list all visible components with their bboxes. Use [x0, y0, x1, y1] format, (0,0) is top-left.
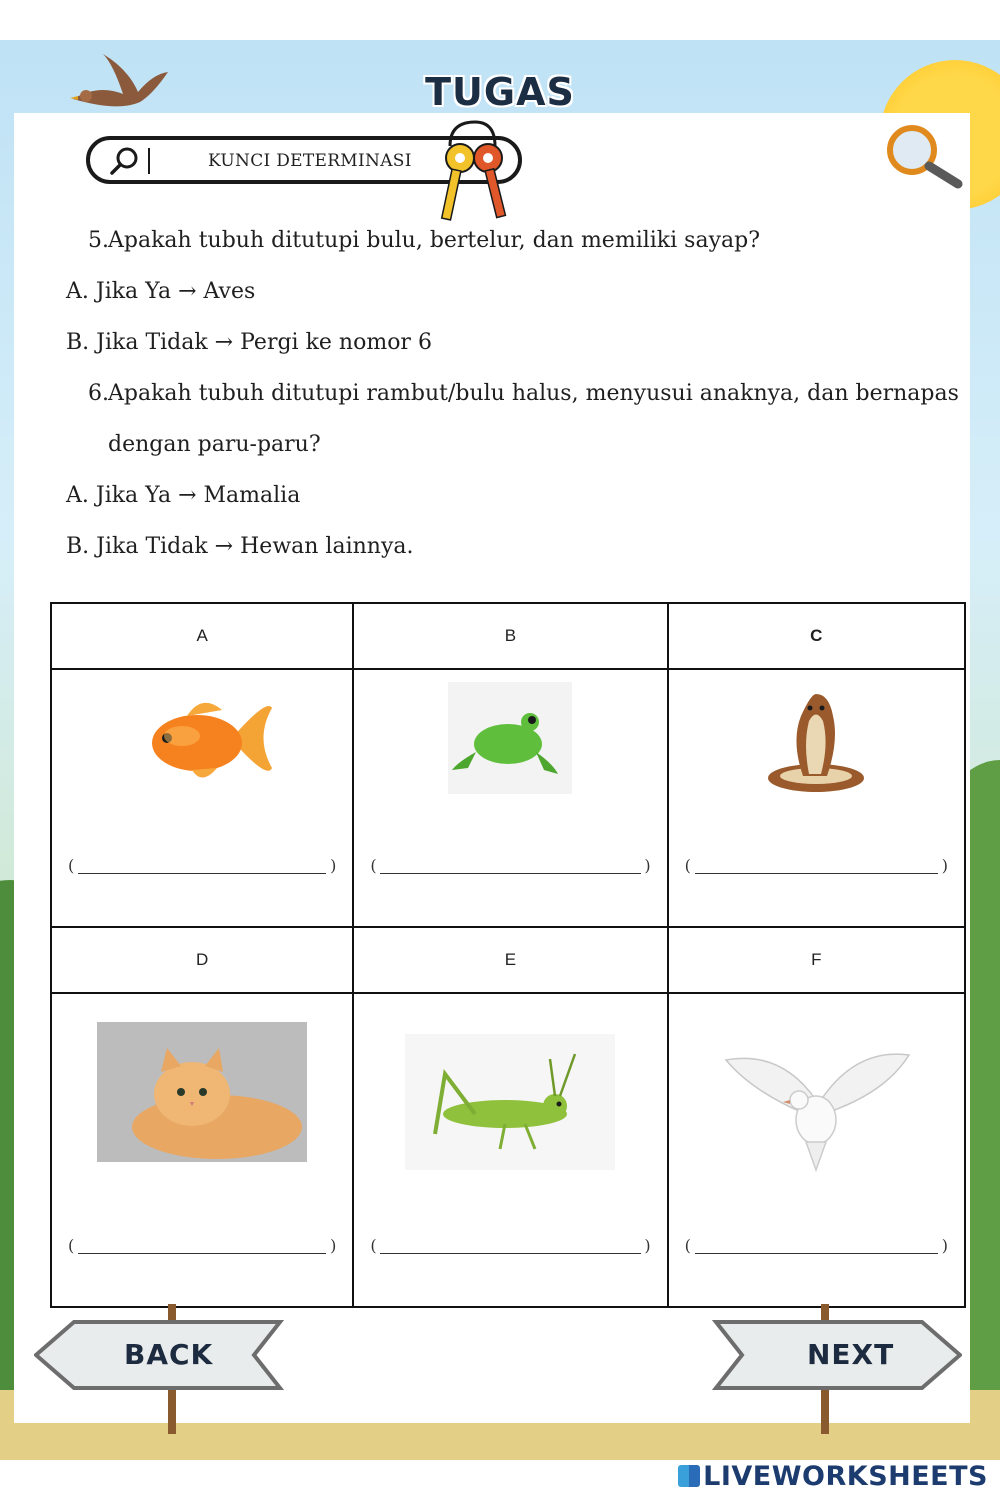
cell-cat [51, 993, 353, 1307]
answer-blank-f[interactable]: ( ) [684, 1236, 948, 1255]
answer-blank-b[interactable]: ( ) [370, 856, 651, 875]
question-6 [88, 383, 959, 405]
dove-image [721, 1040, 911, 1172]
question-6-option-a: A. Jika Ya → Mamalia [66, 483, 301, 508]
question-5-option-b: B. Jika Tidak → Pergi ke nomor 6 [66, 330, 432, 355]
question-5-text: Apakah tubuh ditutupi bulu, bertelur, dan memiliki sayap? [108, 228, 760, 253]
next-button[interactable] [712, 1318, 962, 1392]
answer-blank-c[interactable]: ( ) [684, 856, 948, 875]
grasshopper-image [405, 1034, 615, 1170]
text-caret [148, 148, 150, 174]
column-header-e: E [353, 927, 667, 993]
search-icon [108, 146, 142, 176]
animal-table [50, 602, 966, 1308]
column-header-b: B [353, 603, 667, 669]
table-header-row-2 [51, 927, 965, 993]
cell-dove [668, 993, 965, 1307]
question-6-number: 6. [88, 381, 109, 406]
brand-footer [678, 1461, 988, 1492]
answer-blank-a[interactable]: ( ) [68, 856, 337, 875]
back-button-label: BACK [124, 1338, 214, 1371]
determination-key-label: KUNCI DETERMINASI [208, 151, 412, 171]
cell-goldfish [51, 669, 353, 927]
column-header-f: F [668, 927, 965, 993]
brand-label: LIVEWORKSHEETS [703, 1461, 988, 1492]
goldfish-image [127, 688, 277, 788]
keys-icon [430, 118, 530, 228]
answer-blank-d[interactable]: ( ) [68, 1236, 337, 1255]
column-header-d: D [51, 927, 353, 993]
column-header-a: A [51, 603, 353, 669]
table-header-row [51, 603, 965, 669]
column-header-c: C [668, 603, 965, 669]
answer-blank-e[interactable]: ( ) [370, 1236, 651, 1255]
cobra-image [761, 686, 871, 796]
page-title: TUGAS [425, 70, 575, 114]
table-image-row-2 [51, 993, 965, 1307]
question-5-number: 5. [88, 228, 109, 253]
question-6-text-line2: dengan paru-paru? [108, 432, 321, 457]
frog-image [448, 682, 572, 794]
table-image-row [51, 669, 965, 927]
cell-cobra [668, 669, 965, 927]
cat-image [97, 1022, 307, 1162]
liveworksheets-logo-icon [678, 1465, 700, 1487]
next-button-label: NEXT [807, 1338, 895, 1371]
magnifier-icon [880, 122, 970, 192]
cell-frog [353, 669, 667, 927]
question-5-option-a: A. Jika Ya → Aves [66, 279, 256, 304]
question-5 [88, 230, 760, 252]
question-6-text-line1: Apakah tubuh ditutupi rambut/bulu halus, menyusui anaknya, dan bernapas [108, 381, 959, 406]
back-button[interactable] [34, 1318, 284, 1392]
cell-grasshopper [353, 993, 667, 1307]
question-6-option-b: B. Jika Tidak → Hewan lainnya. [66, 534, 414, 559]
